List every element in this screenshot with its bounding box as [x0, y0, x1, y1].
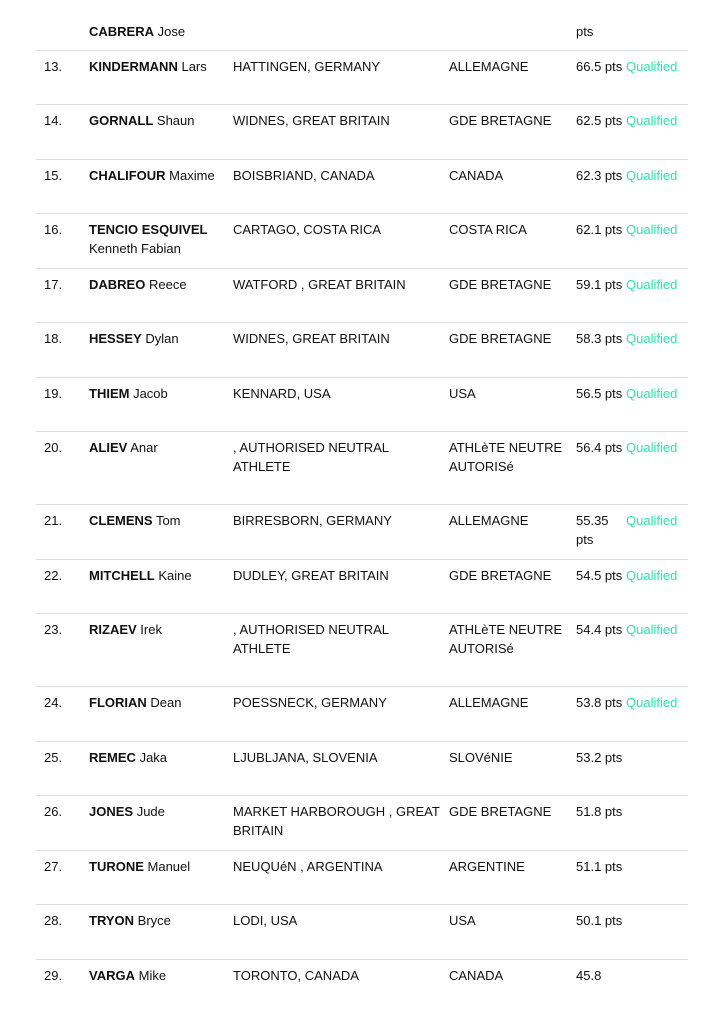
status-cell: Qualified	[626, 440, 678, 455]
nation-cell: SLOVéNIE	[449, 750, 513, 765]
nation-cell: GDE BRETAGNE	[449, 113, 552, 128]
city-cell: BOISBRIAND, CANADA	[233, 168, 375, 183]
table-row	[36, 160, 688, 214]
athlete-surname: VARGA	[89, 968, 135, 983]
city-cell: HATTINGEN, GERMANY	[233, 59, 381, 74]
athlete-name-cell	[89, 693, 229, 712]
athlete-surname: CHALIFOUR	[89, 168, 166, 183]
city-cell: WIDNES, GREAT BRITAIN	[233, 331, 390, 346]
points-cell: 62.3 pts	[576, 168, 623, 183]
points-cell: 55.35 pts	[576, 513, 609, 547]
table-row	[36, 214, 688, 269]
nation-cell: ALLEMAGNE	[449, 513, 529, 528]
results-table	[36, 14, 688, 1004]
nation-cell: GDE BRETAGNE	[449, 804, 552, 819]
table-row	[36, 687, 688, 742]
rank-cell: 26.	[44, 804, 63, 819]
athlete-surname: JONES	[89, 804, 134, 819]
athlete-given-name: Jose	[157, 24, 186, 39]
city-cell: BIRRESBORN, GERMANY	[233, 513, 392, 528]
table-row	[36, 905, 688, 960]
athlete-name-cell	[89, 166, 229, 185]
athlete-surname: CABRERA	[89, 24, 154, 39]
athlete-surname: GORNALL	[89, 113, 154, 128]
athlete-name-cell	[89, 384, 229, 403]
athlete-given-name: Jaka	[139, 750, 168, 765]
athlete-surname: MITCHELL	[89, 568, 155, 583]
athlete-surname: THIEM	[89, 386, 130, 401]
athlete-name-cell	[89, 620, 229, 639]
table-row	[36, 269, 688, 323]
rank-cell: 29.	[44, 968, 63, 983]
nation-cell: ALLEMAGNE	[449, 59, 529, 74]
rank-cell: 22.	[44, 568, 63, 583]
city-cell: MARKET HARBOROUGH , GREAT BRITAIN	[233, 804, 440, 838]
table-row	[36, 323, 688, 378]
table-row	[36, 560, 688, 614]
athlete-name-cell	[89, 220, 229, 258]
nation-cell: USA	[449, 386, 476, 401]
status-cell: Qualified	[626, 622, 678, 637]
city-cell: WATFORD , GREAT BRITAIN	[233, 277, 406, 292]
points-cell: 56.4 pts	[576, 440, 623, 455]
athlete-name-cell	[89, 438, 229, 457]
nation-cell: CANADA	[449, 168, 504, 183]
nation-cell: GDE BRETAGNE	[449, 568, 552, 583]
athlete-given-name: Manuel	[147, 859, 191, 874]
athlete-given-name: Kenneth Fabian	[89, 241, 181, 256]
athlete-name-cell	[89, 802, 229, 821]
rank-cell: 23.	[44, 622, 63, 637]
athlete-given-name: Irek	[140, 622, 162, 637]
rank-cell: 20.	[44, 440, 63, 455]
nation-cell: USA	[449, 913, 476, 928]
table-row	[36, 614, 688, 687]
city-cell: CARTAGO, COSTA RICA	[233, 222, 382, 237]
points-cell: 58.3 pts	[576, 331, 623, 346]
rank-cell: 15.	[44, 168, 63, 183]
points-cell: 62.5 pts	[576, 113, 623, 128]
nation-cell: ATHLèTE NEUTRE AUTORISé	[449, 440, 563, 474]
nation-cell: CANADA	[449, 968, 504, 983]
points-cell: 66.5 pts	[576, 59, 623, 74]
athlete-name-cell	[89, 966, 229, 985]
points-cell: 51.8 pts	[576, 804, 623, 819]
status-cell: Qualified	[626, 568, 678, 583]
athlete-name-cell	[89, 275, 229, 294]
city-cell: NEUQUéN , ARGENTINA	[233, 859, 383, 874]
athlete-given-name: Maxime	[169, 168, 215, 183]
points-cell: 54.5 pts	[576, 568, 623, 583]
table-row	[36, 51, 688, 105]
status-cell: Qualified	[626, 277, 678, 292]
rank-cell: 17.	[44, 277, 63, 292]
table-row	[36, 14, 688, 51]
city-cell: LODI, USA	[233, 913, 298, 928]
athlete-given-name: Lars	[181, 59, 207, 74]
rank-cell: 13.	[44, 59, 63, 74]
city-cell: WIDNES, GREAT BRITAIN	[233, 113, 390, 128]
table-row	[36, 432, 688, 505]
points-cell: 54.4 pts	[576, 622, 623, 637]
athlete-name-cell	[89, 111, 229, 130]
athlete-name-cell	[89, 857, 229, 876]
rank-cell: 28.	[44, 913, 63, 928]
table-row	[36, 378, 688, 432]
athlete-given-name: Reece	[148, 277, 187, 292]
athlete-given-name: Bryce	[137, 913, 171, 928]
table-row	[36, 960, 688, 1004]
athlete-surname: KINDERMANN	[89, 59, 178, 74]
athlete-name-cell	[89, 511, 229, 530]
nation-cell: ALLEMAGNE	[449, 695, 529, 710]
status-cell: Qualified	[626, 168, 678, 183]
athlete-surname: CLEMENS	[89, 513, 153, 528]
city-cell: LJUBLJANA, SLOVENIA	[233, 750, 378, 765]
rank-cell: 14.	[44, 113, 63, 128]
nation-cell: ARGENTINE	[449, 859, 525, 874]
city-cell: , AUTHORISED NEUTRAL ATHLETE	[233, 440, 389, 474]
athlete-name-cell	[89, 566, 229, 585]
rank-cell: 27.	[44, 859, 63, 874]
status-cell: Qualified	[626, 59, 678, 74]
rank-cell: 19.	[44, 386, 63, 401]
athlete-given-name: Tom	[155, 513, 181, 528]
city-cell: TORONTO, CANADA	[233, 968, 359, 983]
athlete-given-name: Jacob	[133, 386, 168, 401]
rank-cell: 24.	[44, 695, 63, 710]
athlete-surname: TURONE	[89, 859, 144, 874]
status-cell: Qualified	[626, 331, 678, 346]
rank-cell: 21.	[44, 513, 63, 528]
athlete-given-name: Kaine	[158, 568, 192, 583]
points-cell: 51.1 pts	[576, 859, 623, 874]
nation-cell: ATHLèTE NEUTRE AUTORISé	[449, 622, 563, 656]
table-row	[36, 505, 688, 560]
athlete-given-name: Dylan	[145, 331, 179, 346]
nation-cell: GDE BRETAGNE	[449, 331, 552, 346]
athlete-surname: TENCIO ESQUIVEL	[89, 222, 208, 237]
status-cell: Qualified	[626, 695, 678, 710]
athlete-given-name: Dean	[150, 695, 182, 710]
athlete-surname: ALIEV	[89, 440, 128, 455]
table-row	[36, 742, 688, 796]
status-cell: Qualified	[626, 113, 678, 128]
athlete-surname: REMEC	[89, 750, 136, 765]
table-row	[36, 796, 688, 851]
city-cell: KENNARD, USA	[233, 386, 331, 401]
points-cell: 59.1 pts	[576, 277, 623, 292]
athlete-given-name: Shaun	[156, 113, 195, 128]
table-row	[36, 851, 688, 905]
nation-cell: COSTA RICA	[449, 222, 527, 237]
athlete-surname: FLORIAN	[89, 695, 147, 710]
city-cell: DUDLEY, GREAT BRITAIN	[233, 568, 389, 583]
status-cell: Qualified	[626, 513, 678, 528]
points-cell: 62.1 pts	[576, 222, 623, 237]
rank-cell: 18.	[44, 331, 63, 346]
points-cell: 53.8 pts	[576, 695, 623, 710]
athlete-name-cell	[89, 911, 229, 930]
athlete-name-cell	[89, 57, 229, 76]
points-cell: 45.8	[576, 968, 602, 983]
athlete-given-name: Anar	[130, 440, 158, 455]
table-row	[36, 105, 688, 160]
athlete-surname: TRYON	[89, 913, 135, 928]
athlete-given-name: Jude	[136, 804, 165, 819]
athlete-name-cell	[89, 329, 229, 348]
status-cell: Qualified	[626, 386, 678, 401]
athlete-name-cell	[89, 748, 229, 767]
rank-cell: 16.	[44, 222, 63, 237]
city-cell: POESSNECK, GERMANY	[233, 695, 387, 710]
points-cell: 56.5 pts	[576, 386, 623, 401]
points-cell: 50.1 pts	[576, 913, 623, 928]
athlete-surname: DABREO	[89, 277, 146, 292]
points-cell: pts	[576, 24, 594, 39]
athlete-surname: HESSEY	[89, 331, 142, 346]
points-cell: 53.2 pts	[576, 750, 623, 765]
athlete-name-cell	[89, 22, 229, 41]
city-cell: , AUTHORISED NEUTRAL ATHLETE	[233, 622, 389, 656]
nation-cell: GDE BRETAGNE	[449, 277, 552, 292]
athlete-surname: RIZAEV	[89, 622, 137, 637]
status-cell: Qualified	[626, 222, 678, 237]
athlete-given-name: Mike	[138, 968, 167, 983]
rank-cell: 25.	[44, 750, 63, 765]
